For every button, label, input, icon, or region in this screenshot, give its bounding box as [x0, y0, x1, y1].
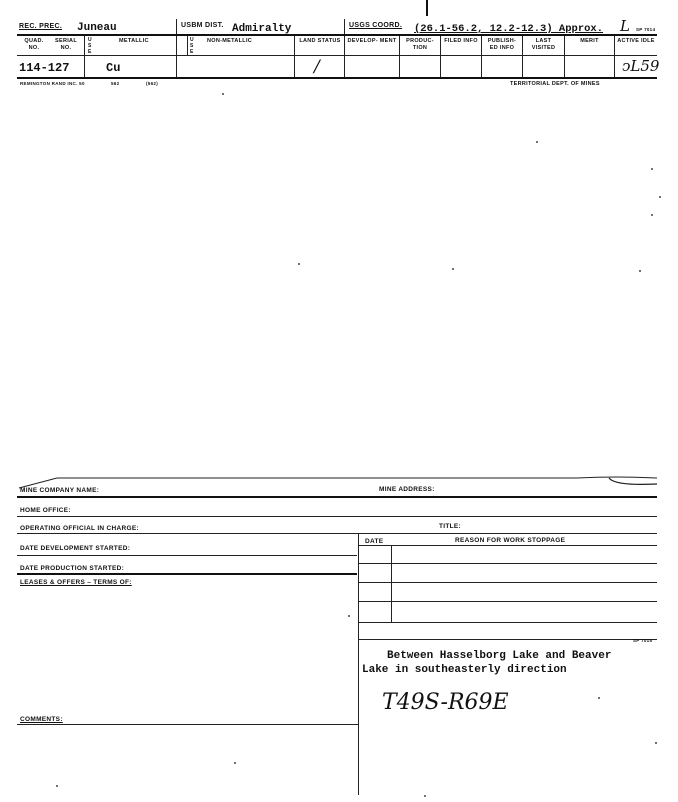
- scan-speck: [298, 263, 300, 265]
- usbm-dist-value: Admiralty: [232, 23, 292, 35]
- operating-official-label: OPERATING OFFICIAL IN CHARGE:: [20, 525, 139, 532]
- col-land-status: LAND STATUS: [299, 38, 341, 44]
- corner-code: SP 7014: [636, 27, 656, 32]
- scan-speck: [234, 762, 236, 764]
- row-active-idle: ↄL59: [622, 57, 660, 75]
- scan-speck: [424, 795, 426, 797]
- footer-department: TERRITORIAL DEPT. OF MINES: [510, 81, 600, 87]
- col-use-1: U S E: [88, 37, 92, 55]
- scan-speck: [659, 196, 661, 198]
- leases-offers-label: LEASES & OFFERS – TERMS OF:: [20, 579, 132, 586]
- township-range: T49S-R69E: [382, 690, 509, 715]
- scan-speck: [639, 270, 641, 272]
- col-filed-info: FILED INFO: [444, 38, 478, 44]
- col-production: PRODUC- TION: [406, 38, 434, 51]
- col-last-visited: LAST VISITED: [531, 38, 556, 51]
- col-published-info: PUBLISH- ED INFO: [487, 38, 517, 51]
- scan-speck: [598, 697, 600, 699]
- usgs-coord-value: (26.1-56.2, 12.2-12.3) Approx.: [414, 23, 604, 35]
- date-development-label: DATE DEVELOPMENT STARTED:: [20, 545, 131, 552]
- row-land-status: /: [314, 57, 320, 77]
- usgs-coord-label: USGS COORD.: [349, 22, 403, 29]
- col-non-metallic: NON-METALLIC: [207, 38, 253, 44]
- corner-value: L: [620, 17, 630, 35]
- location-line-2: Lake in southeasterly direction: [362, 664, 567, 676]
- date-production-label: DATE PRODUCTION STARTED:: [20, 565, 125, 572]
- scan-speck: [536, 141, 538, 143]
- col-quad-no: QUAD. NO.: [24, 38, 44, 51]
- usbm-dist-label: USBM DIST.: [181, 22, 224, 29]
- scan-speck: [655, 742, 657, 744]
- col-serial-no: SERIAL NO.: [55, 38, 77, 51]
- footer-printer: REMINGTON RAND INC. 50: [20, 81, 85, 86]
- rec-prec-value: Juneau: [77, 22, 117, 34]
- title-label: TITLE:: [439, 523, 462, 530]
- row-metallic: Cu: [106, 61, 121, 75]
- scan-speck: [222, 93, 224, 95]
- mine-company-name-label: MINE COMPANY NAME:: [20, 487, 100, 494]
- scan-speck: [651, 168, 653, 170]
- scan-speck: [56, 785, 58, 787]
- rec-prec-label: REC. PREC.: [19, 23, 63, 30]
- col-merit: MERIT: [580, 38, 599, 44]
- footer-form-no: 562: [111, 81, 120, 86]
- table-reason-header: REASON FOR WORK STOPPAGE: [455, 537, 566, 544]
- scan-speck: [651, 214, 653, 216]
- home-office-label: HOME OFFICE:: [20, 507, 71, 514]
- comments-label: COMMENTS:: [20, 716, 63, 723]
- mine-address-label: MINE ADDRESS:: [379, 486, 435, 493]
- location-line-1: Between Hasselborg Lake and Beaver: [387, 650, 612, 662]
- scan-speck: [348, 615, 350, 617]
- scan-marker: [426, 0, 428, 16]
- col-use-2: U S E: [190, 37, 194, 55]
- scan-speck: [452, 268, 454, 270]
- col-metallic: METALLIC: [119, 38, 149, 44]
- card-top-edge: [17, 470, 662, 492]
- col-active-idle: ACTIVE IDLE: [617, 38, 655, 44]
- table-date-header: DATE: [365, 538, 384, 545]
- footer-form-no-2: (562): [146, 81, 159, 86]
- col-development: DEVELOP- MENT: [347, 38, 397, 44]
- form-code: SP 7015: [633, 638, 653, 643]
- row-quad-serial: 114-127: [19, 61, 70, 75]
